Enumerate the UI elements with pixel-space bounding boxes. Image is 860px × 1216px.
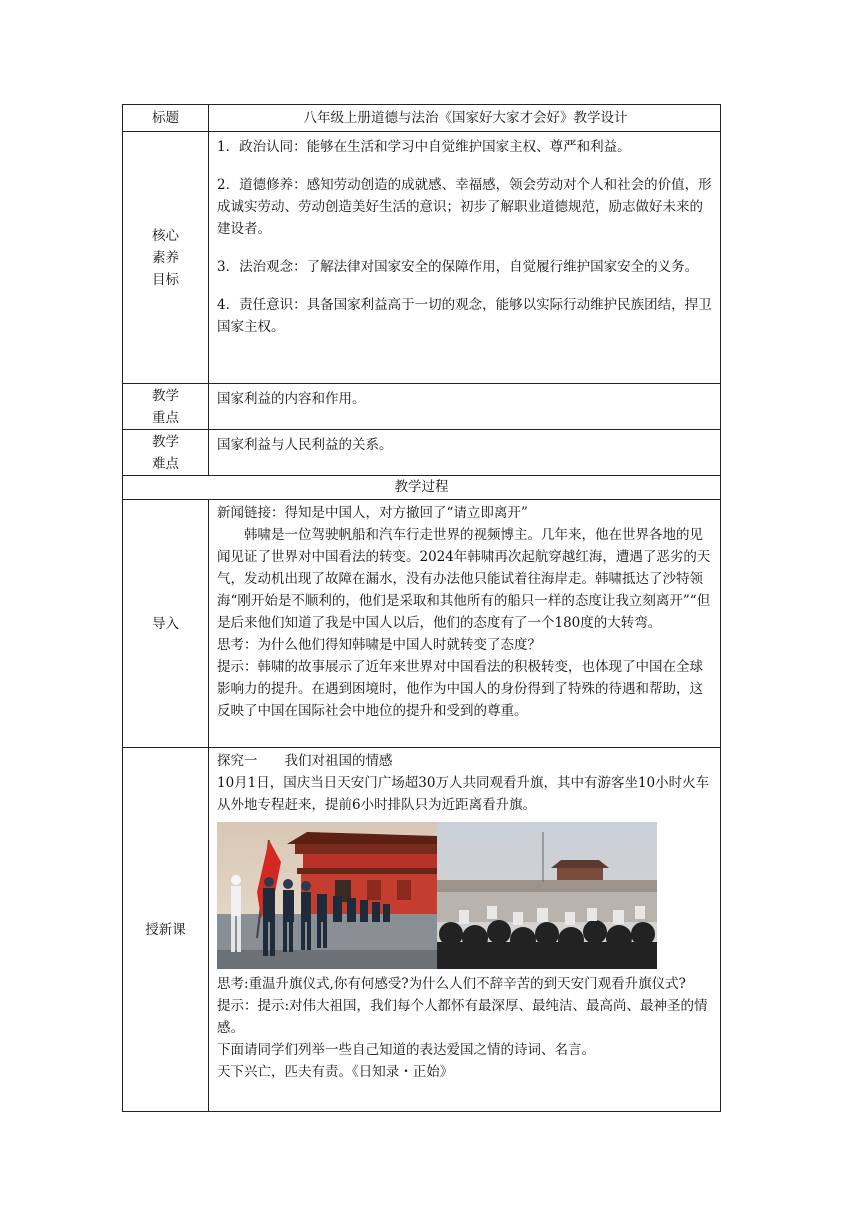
difficulty-content: 国家利益与人民利益的关系。: [209, 430, 721, 476]
intro-row: [123, 500, 721, 748]
intro-hint: 提示：韩啸的故事展示了近年来世界对中国看法的积极转变，也体现了中国在全球影响力的提升。在遇到困境时，他作为中国人的身份得到了特殊的待遇和帮助，这反映了中国在国际社会中地位的提升和受到的尊重。: [217, 659, 703, 719]
new-lesson-row: [123, 748, 721, 1112]
explore-title: 探究一 我们对祖国的情感: [217, 753, 393, 769]
difficulty-label: 教学 难点: [123, 430, 209, 476]
goals-content: [209, 132, 721, 384]
goal-item: 2．道德修养：感知劳动创造的成就感、幸福感，领会劳动对个人和社会的价值，形成诚实劳动、劳动创造美好生活的意识；初步了解职业道德规范，励志做好未来的建设者。: [217, 177, 712, 237]
lesson-plan-table: [122, 104, 721, 1112]
patriotic-quote: 天下兴亡，匹夫有责。《日知录・正始》: [217, 1064, 454, 1080]
document-title: 八年级上册道德与法治《国家好大家才会好》教学设计: [209, 105, 721, 132]
new-lesson-question: 思考:重温升旗仪式,你有何感受?为什么人们不辞辛苦的到天安门观看升旗仪式?: [217, 976, 686, 992]
intro-label: 导入: [123, 500, 209, 748]
poem-prompt: 下面请同学们列举一些自己知道的表达爱国之情的诗词、名言。: [217, 1042, 595, 1058]
difficulty-row: [123, 430, 721, 476]
key-label: 教学 重点: [123, 384, 209, 430]
goal-item: 4．责任意识：具备国家利益高于一切的观念，能够以实际行动维护民族团结，捍卫国家主权。: [217, 297, 712, 335]
goals-row: [123, 132, 721, 384]
process-head-row: [123, 476, 721, 500]
news-link: 新闻链接：得知是中国人，对方撤回了“请立即离开”: [217, 505, 528, 521]
goal-item: 3．法治观念：了解法律对国家安全的保障作用，自觉履行维护国家安全的义务。: [217, 259, 699, 275]
goal-item: 1．政治认同：能够在生活和学习中自觉维护国家主权、尊严和利益。: [217, 139, 631, 155]
new-lesson-hint: 提示：提示:对伟大祖国，我们每个人都怀有最深厚、最纯洁、最高尚、最神圣的情感。: [217, 998, 708, 1036]
photo-strip: [217, 822, 714, 969]
key-row: [123, 384, 721, 430]
title-label: 标题: [123, 105, 209, 132]
goals-label: 核心 素养 目标: [123, 132, 209, 384]
news-story: 韩啸是一位驾驶帆船和汽车行走世界的视频博主。几年来，他在世界各地的见闻见证了世界对中国看法的转变。2024年韩啸再次起航穿越红海，遭遇了恶劣的天气，发动机出现了故障在漏水，没有办法他只能试着往海岸走。韩啸抵达了沙特领海“刚开始是不顺利的，他们是采取和其他所有的船只一样的态度让我立刻离开”“但是后来他们知道了我是中国人以后，他们的态度有了一个180度的大转弯。: [217, 527, 711, 631]
key-content: 国家利益的内容和作用。: [209, 384, 721, 430]
process-heading: 教学过程: [123, 476, 721, 500]
title-row: [123, 105, 721, 132]
intro-question: 思考：为什么他们得知韩啸是中国人时就转变了态度？: [217, 637, 541, 653]
flag-raising-event: 10月1日，国庆当日天安门广场超30万人共同观看升旗，其中有游客坐10小时火车从外地专程赶来，提前6小时排队只为近距离看升旗。: [217, 775, 710, 813]
crowd-photo: [437, 822, 657, 969]
new-lesson-label: 授新课: [123, 748, 209, 1112]
intro-content: [209, 500, 721, 748]
new-lesson-content: [209, 748, 721, 1112]
honor-guard-photo: [217, 822, 437, 969]
